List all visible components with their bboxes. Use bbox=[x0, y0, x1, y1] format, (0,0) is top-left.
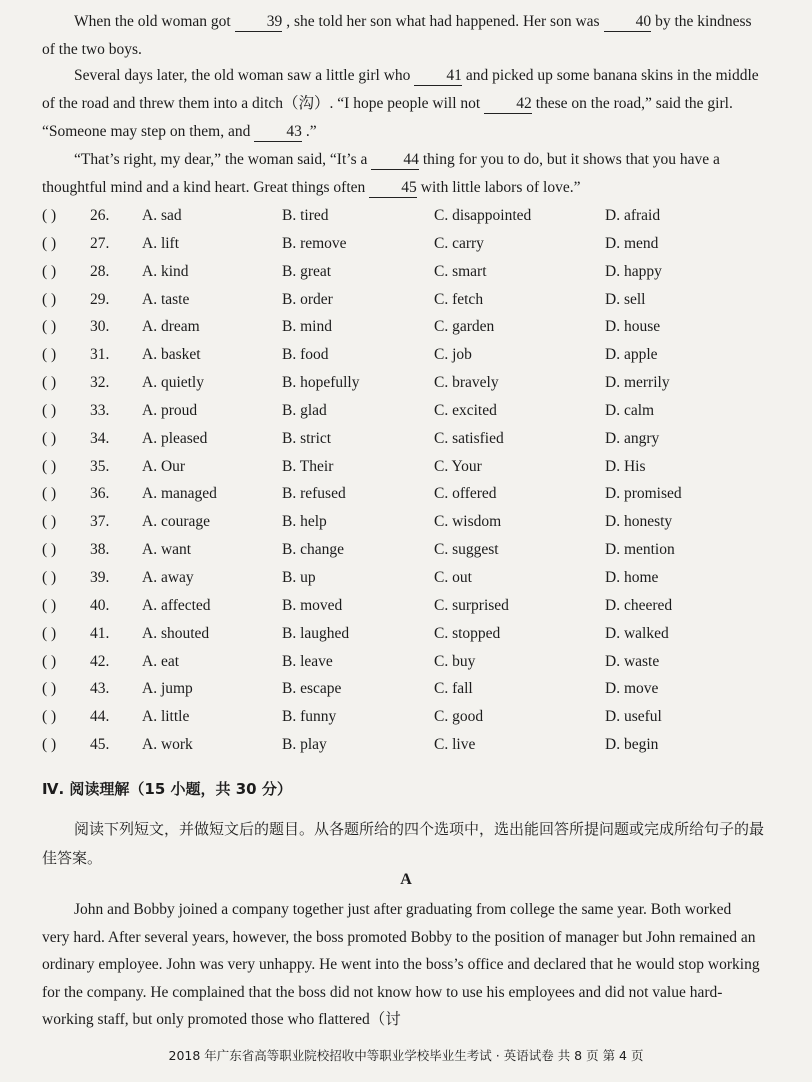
option-c: C. out bbox=[434, 568, 472, 586]
question-number: 39. bbox=[90, 568, 110, 586]
question-row bbox=[42, 622, 772, 650]
option-c: C. job bbox=[434, 346, 472, 364]
answer-bracket: ( ) bbox=[42, 736, 57, 754]
question-number: 42. bbox=[90, 652, 110, 670]
answer-bracket: ( ) bbox=[42, 234, 57, 252]
option-a: A. basket bbox=[142, 346, 201, 364]
option-d: D. begin bbox=[605, 736, 659, 754]
option-c: C. stopped bbox=[434, 624, 501, 642]
cloze-text: by the kindness of the two boys. bbox=[42, 13, 752, 58]
option-b: B. escape bbox=[282, 680, 342, 698]
option-a: A. dream bbox=[142, 318, 200, 336]
option-c: C. buy bbox=[434, 652, 476, 670]
question-row bbox=[42, 733, 772, 761]
option-c: C. surprised bbox=[434, 596, 509, 614]
option-b: B. remove bbox=[282, 234, 347, 252]
option-b: B. great bbox=[282, 262, 332, 280]
question-row bbox=[42, 594, 772, 622]
answer-bracket: ( ) bbox=[42, 318, 57, 336]
question-number: 37. bbox=[90, 513, 110, 531]
option-d: D. waste bbox=[605, 652, 660, 670]
option-b: B. strict bbox=[282, 429, 332, 447]
option-d: D. angry bbox=[605, 429, 660, 447]
answer-bracket: ( ) bbox=[42, 374, 57, 392]
answer-bracket: ( ) bbox=[42, 207, 57, 224]
option-c: C. smart bbox=[434, 262, 487, 280]
option-b: B. Their bbox=[282, 457, 334, 475]
cloze-text: these on the road,” said the girl. “Someone may step on them, and bbox=[42, 95, 733, 140]
cloze-text: “That’s right, my dear,” the woman said, “It’s a bbox=[74, 151, 368, 168]
option-c: C. wisdom bbox=[434, 513, 502, 531]
option-b: B. glad bbox=[282, 401, 327, 419]
answer-bracket: ( ) bbox=[42, 652, 57, 670]
answer-bracket: ( ) bbox=[42, 429, 57, 447]
option-a: A. pleased bbox=[142, 429, 208, 447]
option-d: D. useful bbox=[605, 708, 662, 726]
passage-a-text: John and Bobby joined a company together just after graduating from college the same year. Both worked very hard. After several years, however, the boss promoted Bobby to the position of manager but John remained an ordinary employee. John was very unhappy. He went into the boss’s office and declared that he would stop working for the company. He complained that the boss did not know how to use his employees and did not value hard-working staff, but only promoted those who flattered（讨 bbox=[42, 901, 760, 1028]
option-b: B. mind bbox=[282, 318, 332, 336]
option-a: A. eat bbox=[142, 652, 180, 670]
question-row bbox=[42, 538, 772, 566]
blank-40: 40 bbox=[604, 13, 652, 32]
option-b: B. moved bbox=[282, 596, 343, 614]
option-a: A. courage bbox=[142, 513, 210, 531]
question-row bbox=[42, 204, 772, 232]
answer-bracket: ( ) bbox=[42, 513, 57, 531]
answer-bracket: ( ) bbox=[42, 457, 57, 475]
option-b: B. change bbox=[282, 541, 344, 559]
option-a: A. taste bbox=[142, 290, 190, 308]
question-number: 43. bbox=[90, 680, 110, 698]
option-c: C. good bbox=[434, 708, 484, 726]
answer-bracket: ( ) bbox=[42, 346, 57, 364]
option-d: D. mention bbox=[605, 541, 675, 559]
option-d: D. His bbox=[605, 457, 646, 475]
question-row bbox=[42, 288, 772, 316]
option-d: D. cheered bbox=[605, 596, 673, 614]
answer-bracket: ( ) bbox=[42, 708, 57, 726]
option-d: D. walked bbox=[605, 624, 669, 642]
question-row bbox=[42, 482, 772, 510]
question-row bbox=[42, 510, 772, 538]
question-row bbox=[42, 677, 772, 705]
question-number: 28. bbox=[90, 262, 110, 280]
option-d: D. home bbox=[605, 568, 659, 586]
option-b: B. help bbox=[282, 513, 327, 531]
cloze-text: .” bbox=[305, 123, 317, 140]
question-number: 44. bbox=[90, 708, 110, 726]
option-b: B. food bbox=[282, 346, 329, 364]
passage-letter: A bbox=[400, 871, 412, 888]
option-c: C. satisfied bbox=[434, 429, 504, 447]
option-b: B. up bbox=[282, 568, 316, 586]
option-c: C. live bbox=[434, 736, 476, 754]
question-number: 40. bbox=[90, 596, 110, 614]
option-a: A. work bbox=[142, 736, 193, 754]
section-instructions: 阅读下列短文，并做短文后的题目。从各题所给的四个选项中，选出能回答所提问题或完成所给句子的最佳答案。 bbox=[42, 820, 765, 867]
option-c: C. fall bbox=[434, 680, 473, 698]
question-row bbox=[42, 705, 772, 733]
cloze-text: , she told her son what had happened. Her son was bbox=[286, 13, 600, 30]
section-title: Ⅳ. 阅读理解（15 小题，共 30 分） bbox=[42, 780, 292, 798]
blank-44: 44 bbox=[371, 151, 419, 170]
option-d: D. honesty bbox=[605, 513, 673, 531]
answer-bracket: ( ) bbox=[42, 290, 57, 308]
question-number: 36. bbox=[90, 485, 110, 503]
answer-bracket: ( ) bbox=[42, 541, 57, 559]
question-number: 35. bbox=[90, 457, 110, 475]
option-b: B. hopefully bbox=[282, 374, 360, 392]
answer-bracket: ( ) bbox=[42, 680, 57, 698]
option-c: C. Your bbox=[434, 457, 482, 475]
option-d: D. mend bbox=[605, 234, 659, 252]
question-row bbox=[42, 399, 772, 427]
option-b: B. refused bbox=[282, 485, 346, 503]
blank-45: 45 bbox=[369, 179, 417, 198]
option-b: B. tired bbox=[282, 207, 329, 224]
question-row bbox=[42, 455, 772, 483]
option-a: A. little bbox=[142, 708, 190, 726]
answer-bracket: ( ) bbox=[42, 568, 57, 586]
option-a: A. managed bbox=[142, 485, 217, 503]
answer-bracket: ( ) bbox=[42, 401, 57, 419]
option-d: D. promised bbox=[605, 485, 682, 503]
answer-bracket: ( ) bbox=[42, 624, 57, 642]
question-row bbox=[42, 343, 772, 371]
blank-39: 39 bbox=[235, 13, 283, 32]
options-list bbox=[42, 204, 772, 761]
option-a: A. kind bbox=[142, 262, 189, 280]
answer-bracket: ( ) bbox=[42, 596, 57, 614]
option-a: A. away bbox=[142, 568, 194, 586]
cloze-paragraph-1 bbox=[42, 8, 762, 64]
answer-bracket: ( ) bbox=[42, 485, 57, 503]
option-c: C. garden bbox=[434, 318, 495, 336]
cloze-text: and picked up some banana skins in the middle of the road and threw them into a ditch（沟）. “I hope people will not bbox=[42, 67, 759, 112]
question-number: 31. bbox=[90, 346, 110, 364]
option-d: D. move bbox=[605, 680, 659, 698]
cloze-text: thing for you to do, but it shows that you have a thoughtful mind and a kind heart. Great things often bbox=[42, 151, 720, 196]
cloze-text: When the old woman got bbox=[74, 13, 231, 30]
option-a: A. jump bbox=[142, 680, 193, 698]
option-c: C. excited bbox=[434, 401, 497, 419]
option-d: D. house bbox=[605, 318, 661, 336]
option-b: B. order bbox=[282, 290, 333, 308]
option-d: D. calm bbox=[605, 401, 655, 419]
question-row bbox=[42, 260, 772, 288]
option-c: C. bravely bbox=[434, 374, 499, 392]
option-d: D. sell bbox=[605, 290, 646, 308]
question-number: 34. bbox=[90, 429, 110, 447]
option-a: A. proud bbox=[142, 401, 198, 419]
question-row bbox=[42, 315, 772, 343]
cloze-paragraph-2 bbox=[42, 62, 762, 146]
question-number: 38. bbox=[90, 541, 110, 559]
question-row bbox=[42, 650, 772, 678]
option-b: B. laughed bbox=[282, 624, 350, 642]
option-c: C. suggest bbox=[434, 541, 499, 559]
option-b: B. play bbox=[282, 736, 327, 754]
cloze-text: with little labors of love.” bbox=[420, 179, 581, 196]
question-number: 45. bbox=[90, 736, 110, 754]
option-a: A. shouted bbox=[142, 624, 210, 642]
blank-42: 42 bbox=[484, 95, 532, 114]
question-row bbox=[42, 427, 772, 455]
option-d: D. merrily bbox=[605, 374, 670, 392]
option-c: C. carry bbox=[434, 234, 484, 252]
question-number: 41. bbox=[90, 624, 110, 642]
option-a: A. quietly bbox=[142, 374, 204, 392]
option-a: A. affected bbox=[142, 596, 211, 614]
question-number: 32. bbox=[90, 374, 110, 392]
option-c: C. offered bbox=[434, 485, 497, 503]
option-a: A. sad bbox=[142, 207, 182, 224]
page-footer: 2018 年广东省高等职业院校招收中等职业学校毕业生考试 · 英语试卷 共 8 页 第 4 页 bbox=[168, 1048, 644, 1063]
blank-41: 41 bbox=[414, 67, 462, 86]
question-number: 26. bbox=[90, 207, 110, 224]
cloze-text: Several days later, the old woman saw a little girl who bbox=[74, 67, 411, 84]
option-a: A. Our bbox=[142, 457, 186, 475]
question-number: 27. bbox=[90, 234, 110, 252]
question-number: 33. bbox=[90, 401, 110, 419]
option-b: B. leave bbox=[282, 652, 333, 670]
blank-43: 43 bbox=[254, 123, 302, 142]
option-c: C. disappointed bbox=[434, 207, 532, 224]
question-number: 29. bbox=[90, 290, 110, 308]
option-c: C. fetch bbox=[434, 290, 484, 308]
question-row bbox=[42, 566, 772, 594]
question-row bbox=[42, 232, 772, 260]
option-a: A. lift bbox=[142, 234, 180, 252]
option-d: D. afraid bbox=[605, 207, 661, 224]
option-d: D. happy bbox=[605, 262, 662, 280]
cloze-paragraph-3 bbox=[42, 146, 762, 202]
option-a: A. want bbox=[142, 541, 192, 559]
question-number: 30. bbox=[90, 318, 110, 336]
question-row bbox=[42, 371, 772, 399]
option-d: D. apple bbox=[605, 346, 658, 364]
answer-bracket: ( ) bbox=[42, 262, 57, 280]
option-b: B. funny bbox=[282, 708, 337, 726]
